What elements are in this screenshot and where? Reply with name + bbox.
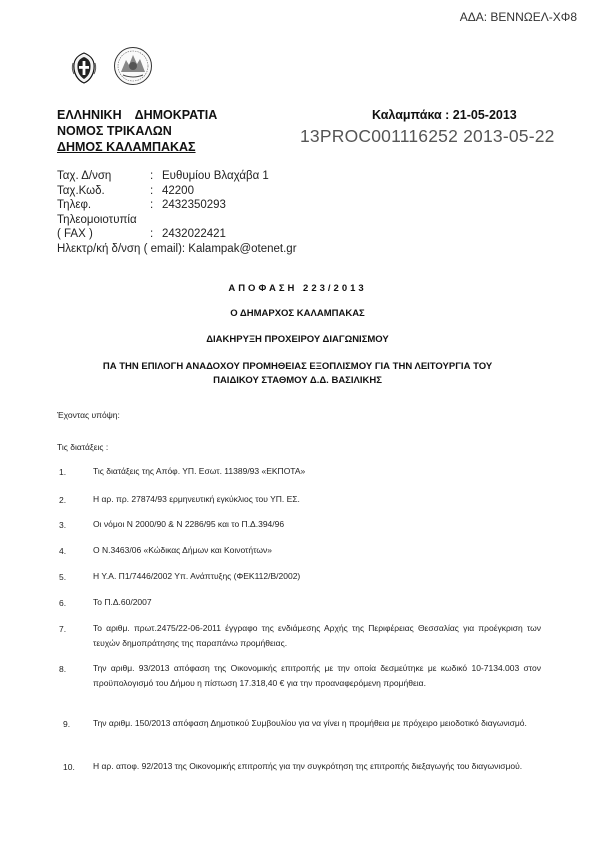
contact-value: 2432022421 — [162, 228, 226, 240]
list-item: Το Π.Δ.60/2007 — [93, 597, 152, 607]
ada-code: ΑΔΑ: ΒΕΝΝΩΕΛ-ΧΦ8 — [459, 10, 577, 24]
country-header: ΕΛΛΗΝΙΚΗ ΔΗΜΟΚΡΑΤΙΑ — [57, 108, 218, 122]
coat-of-arms-icon — [70, 52, 98, 84]
contact-sep: : — [150, 199, 154, 211]
list-item: Την αριθμ. 150/2013 απόφαση Δημοτικού Συμβουλίου για να γίνει η προμήθεια με πρόχειρο μειοδοτικό διαγωνισμό. — [93, 718, 527, 728]
list-item: Η αρ. αποφ. 92/2013 της Οικονομικής επιτροπής για την συγκρότηση της επιτροπής διεξαγωγής του διαγωνισμού. — [93, 761, 523, 771]
contact-row — [57, 184, 297, 199]
item-number: 1. — [59, 467, 67, 477]
contact-label: Ταχ.Κωδ. — [57, 184, 105, 197]
item-number: 2. — [59, 495, 67, 505]
contact-label: ( FAX ) — [57, 228, 93, 240]
contact-email: Ηλεκτρ/κή δ/νση ( email): Kalampak@otenet.gr — [57, 242, 297, 255]
contact-value: Ευθυμίου Βλαχάβα 1 — [162, 170, 269, 182]
contact-value: 2432350293 — [162, 199, 226, 211]
item-number: 5. — [59, 572, 67, 582]
contact-sep: : — [150, 184, 154, 197]
contact-label: Τηλεφ. — [57, 199, 92, 211]
list-item: Ο Ν.3463/06 «Κώδικας Δήμων και Κοινοτήτων» — [93, 545, 272, 555]
mayor-title: Ο ΔΗΜΑΡΧΟΣ ΚΑΛΑΜΠΑΚΑΣ — [230, 308, 365, 319]
contact-label: Ταχ. Δ/νση — [57, 170, 112, 182]
list-item: Το αριθμ. πρωτ.2475/22-06-2011 έγγραφο της ενδιάμεσης Αρχής της Περιφέρειας Θεσσαλίας για προέγκριση των τευχών δημοπράτησης της παραπάνω προμήθειας. — [93, 623, 541, 648]
contact-block — [57, 169, 297, 256]
contact-label: Τηλεομοιοτυπία — [57, 213, 137, 226]
municipality-seal-icon — [113, 46, 153, 86]
contact-sep: : — [150, 170, 154, 182]
provisions-label: Τις διατάξεις : — [57, 442, 109, 452]
decision-title: ΑΠΟΦΑΣΗ 223/2013 — [228, 283, 367, 294]
item-number: 10. — [63, 762, 75, 772]
item-number: 7. — [59, 624, 67, 634]
city-date: Καλαμπάκα : 21-05-2013 — [372, 108, 517, 122]
list-item: Οι νόμοι Ν 2000/90 & Ν 2286/95 και το Π.Δ.394/96 — [93, 519, 285, 529]
subject-title — [0, 360, 595, 388]
municipality-header: ΔΗΜΟΣ ΚΑΛΑΜΠΑΚΑΣ — [57, 140, 196, 154]
subject-line: ΠΑ ΤΗΝ ΕΠΙΛΟΓΗ ΑΝΑΔΟΧΟΥ ΠΡΟΜΗΘΕΙΑΣ ΕΞΟΠΛΙΣΜΟΥ ΓΙΑ ΤΗΝ ΛΕΙΤΟΥΡΓΙΑ ΤΟΥ — [102, 361, 493, 372]
prefecture-header: ΝΟΜΟΣ ΤΡΙΚΑΛΩΝ — [57, 124, 172, 138]
list-item: Την αριθμ. 93/2013 απόφαση της Οικονομικής επιτροπής με την οποία δεσμεύτηκε με κωδικό 10-7134.003 στον προϋπολογισμό του Δήμου η πίστωση 17.318,40 € για την προαναφερόμενη προμήθεια. — [93, 663, 541, 688]
subject-line: ΠΑΙΔΙΚΟΥ ΣΤΑΘΜΟΥ Δ.Δ. ΒΑΣΙΛΙΚΗΣ — [213, 375, 382, 386]
contact-row — [57, 169, 297, 184]
list-item: Τις διατάξεις της Απόφ. ΥΠ. Εσωτ. 11389/93 «ΕΚΠΟΤΑ» — [93, 466, 306, 476]
contact-row — [57, 227, 297, 242]
having-regard: Έχοντας υπόψη: — [57, 410, 120, 420]
contact-row — [57, 198, 297, 213]
item-number: 9. — [63, 719, 71, 729]
item-number: 3. — [59, 520, 67, 530]
procurement-code: 13PROC001116252 2013-05-22 — [300, 126, 555, 146]
list-item: Η αρ. πρ. 27874/93 ερμηνευτική εγκύκλιος του ΥΠ. ΕΣ. — [93, 494, 300, 504]
contact-sep: : — [150, 228, 154, 240]
item-number: 6. — [59, 598, 67, 608]
declaration-title: ΔΙΑΚΗΡΥΞΗ ΠΡΟΧΕΙΡΟΥ ΔΙΑΓΩΝΙΣΜΟΥ — [206, 334, 389, 345]
contact-row — [57, 213, 297, 228]
item-number: 8. — [59, 664, 67, 674]
contact-value: 42200 — [162, 184, 194, 197]
list-item: Η Υ.Α. Π1/7446/2002 Υπ. Ανάπτυξης (ΦΕΚ112/Β/2002) — [93, 571, 301, 581]
item-number: 4. — [59, 546, 67, 556]
